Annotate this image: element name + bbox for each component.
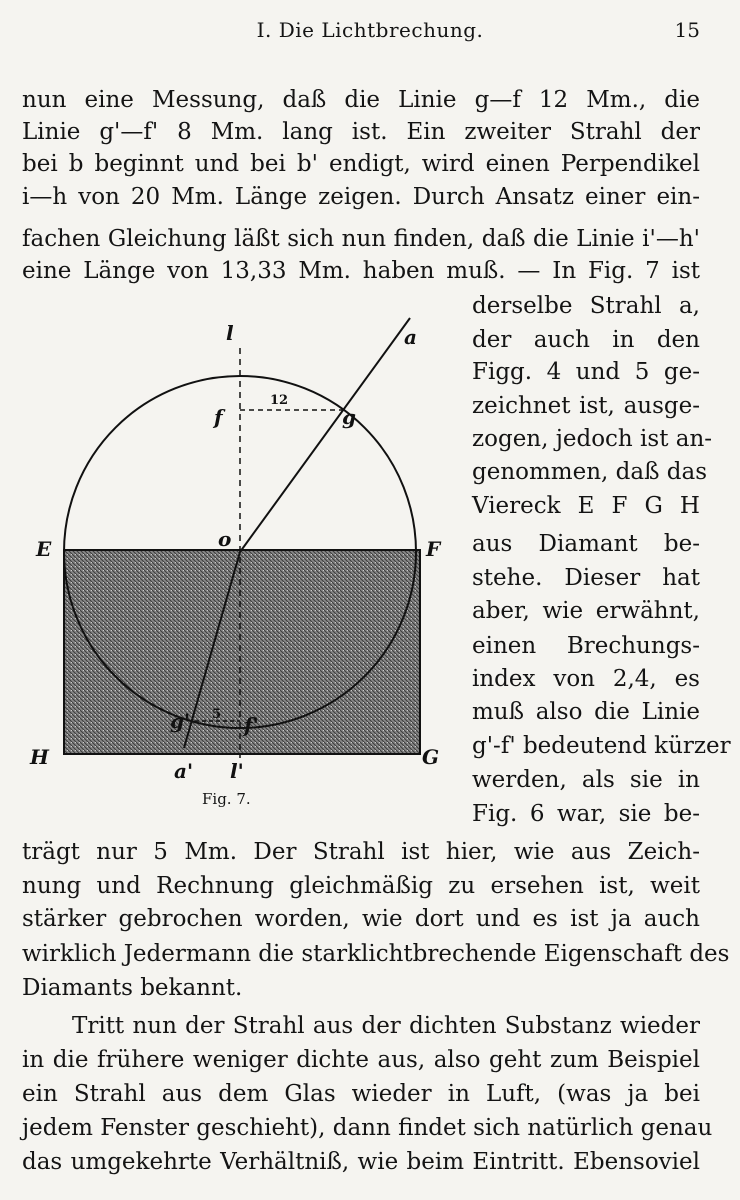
text-line: genommen, daß das (472, 459, 708, 485)
label-G: G (422, 745, 440, 769)
label-F: F (426, 537, 441, 561)
text-line: in die frühere weniger dichte aus, also geht zum Beispiel (22, 1047, 700, 1073)
text-line: werden, als sie in (472, 767, 700, 793)
label-f-prime: f' (244, 713, 259, 737)
text-line: zogen, jedoch ist an- (472, 426, 713, 452)
page-header (0, 18, 740, 52)
text-line: eine Länge von 13,33 Mm. haben muß. — In Fig. 7 ist (22, 258, 700, 284)
label-l-prime: l' (230, 759, 244, 783)
text-line: ein Strahl aus dem Glas wieder in Luft, (was ja bei (22, 1081, 700, 1107)
label-g-prime: g' (170, 709, 191, 733)
label-g: g (342, 405, 356, 429)
text-line: wirklich Jedermann die starklichtbrechende Eigenschaft des (22, 941, 730, 967)
label-a: a (404, 325, 417, 349)
label-12: 12 (270, 393, 289, 408)
text-line: Diamants bekannt. (22, 975, 243, 1001)
text-line: aber, wie erwähnt, (472, 598, 700, 624)
label-H: H (30, 745, 49, 769)
text-line: trägt nur 5 Mm. Der Strahl ist hier, wie aus Zeich- (22, 839, 700, 865)
refraction-diagram (22, 300, 462, 820)
text-line: zeichnet ist, ausge- (472, 393, 700, 419)
text-line: muß also die Linie (472, 699, 700, 725)
text-line: einen Brechungs- (472, 633, 700, 659)
label-o: o (218, 527, 232, 551)
text-line: index von 2,4, es (472, 666, 700, 692)
text-line: Fig. 6 war, sie be- (472, 801, 700, 827)
label-f: f (214, 405, 223, 429)
text-line: fachen Gleichung läßt sich nun finden, daß die Linie i'—h' (22, 226, 700, 252)
text-line: g'-f' bedeutend kürzer (472, 733, 731, 759)
label-a-prime: a' (174, 759, 194, 783)
page-number: 15 (674, 18, 700, 42)
text-line: Tritt nun der Strahl aus der dichten Substanz wieder (72, 1013, 700, 1039)
text-line: nung und Rechnung gleichmäßig zu ersehen ist, weit (22, 873, 700, 899)
text-line: das umgekehrte Verhältniß, wie beim Eintritt. Ebensoviel (22, 1149, 700, 1175)
text-line: derselbe Strahl a, (472, 293, 700, 319)
label-5: 5 (212, 707, 222, 722)
text-line: Viereck E F G H (472, 493, 700, 519)
text-line: stehe. Dieser hat (472, 565, 700, 591)
text-line: jedem Fenster geschieht), dann findet sich natürlich genau (22, 1115, 713, 1141)
diamond-block (64, 550, 420, 754)
figure-7 (22, 300, 462, 820)
text-line: stärker gebrochen worden, wie dort und es ist ja auch (22, 906, 700, 932)
text-line: der auch in den (472, 327, 700, 353)
text-line: Figg. 4 und 5 ge- (472, 359, 700, 385)
incident-ray (240, 318, 410, 552)
text-line: Linie g'—f' 8 Mm. lang ist. Ein zweiter Strahl der (22, 119, 700, 145)
text-line: bei b beginnt und bei b' endigt, wird einen Perpendikel (22, 151, 700, 177)
figure-caption: Fig. 7. (202, 790, 251, 808)
label-E: E (36, 537, 52, 561)
text-line: nun eine Messung, daß die Linie g—f 12 Mm., die (22, 87, 700, 113)
text-line: aus Diamant be- (472, 531, 700, 557)
running-title: I. Die Lichtbrechung. (256, 18, 484, 42)
label-l: l (226, 321, 234, 345)
text-line: i—h von 20 Mm. Länge zeigen. Durch Ansatz einer ein- (22, 184, 700, 210)
